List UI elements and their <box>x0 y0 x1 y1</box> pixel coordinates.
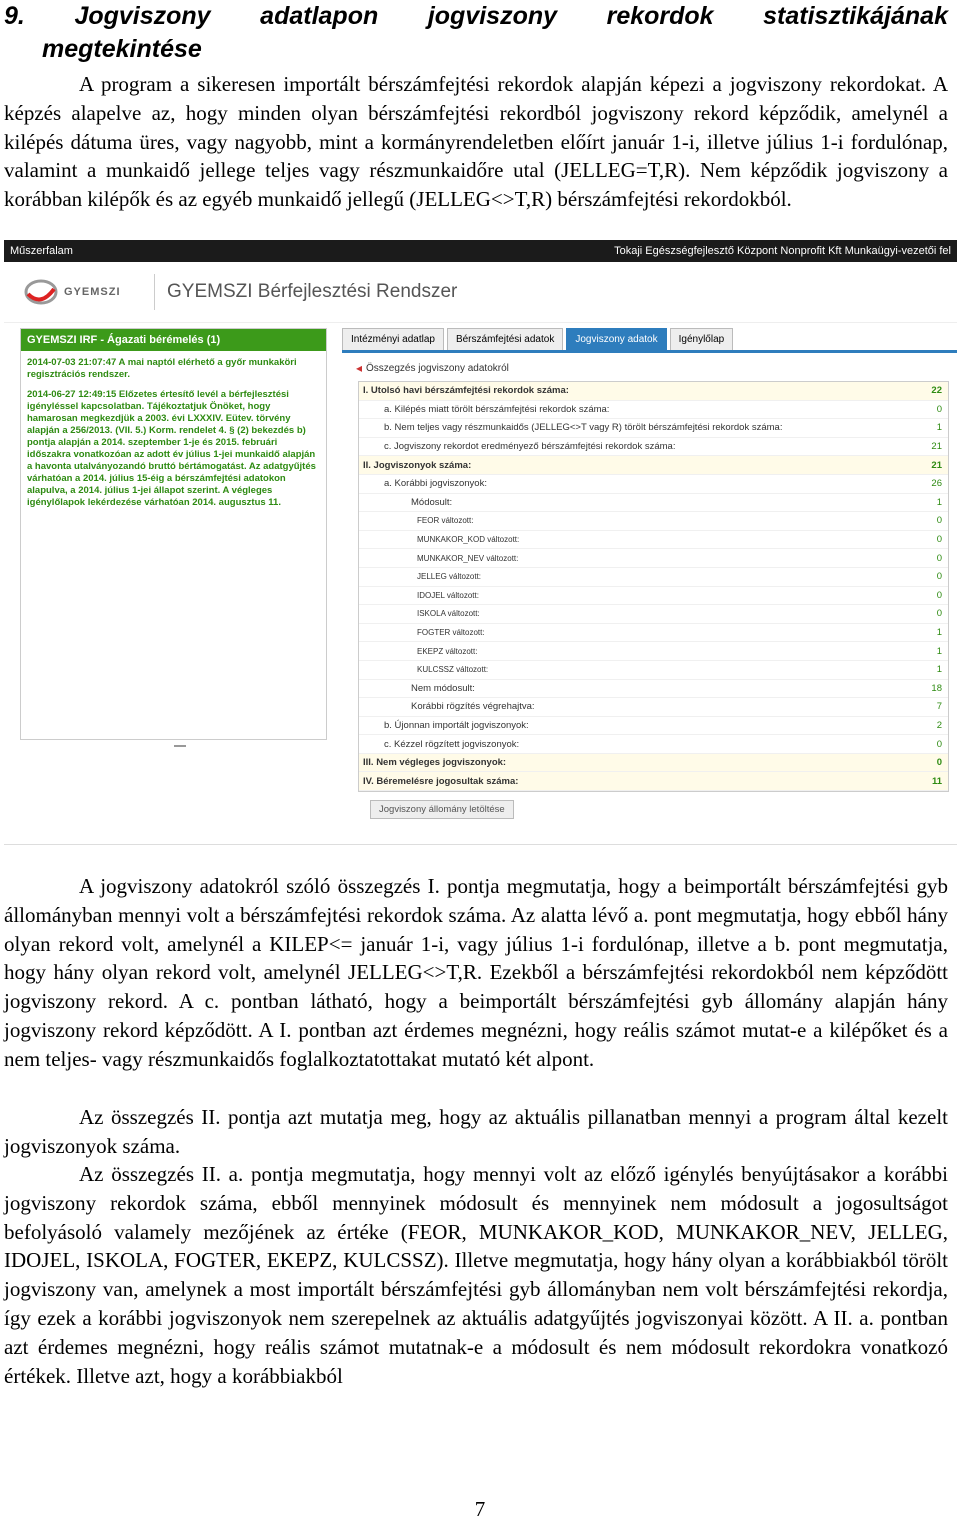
summary-row <box>359 754 948 773</box>
row-value: 11 <box>931 775 942 787</box>
summary-row <box>359 642 948 661</box>
row-label: Módosult: <box>411 496 453 508</box>
logo-text: GYEMSZI <box>64 286 121 298</box>
row-value: 0 <box>936 757 942 769</box>
row-label: FOGTER változott: <box>417 628 485 638</box>
summary-row <box>359 419 948 438</box>
summary-row <box>359 438 948 457</box>
news-item: 2014-07-03 21:07:47 A mai naptól elérhető a győr munkaköri regisztrációs rendszer. <box>27 357 297 380</box>
sidebar-resize-handle[interactable] <box>174 745 186 747</box>
row-value: 0 <box>936 552 942 564</box>
row-label: MUNKAKOR_KOD változott: <box>417 535 520 545</box>
app-topbar <box>4 240 957 262</box>
summary-back-link[interactable] <box>342 359 957 377</box>
heading-word: rekordok <box>606 2 714 30</box>
row-label: JELLEG változott: <box>417 572 482 582</box>
tab-employment[interactable]: Jogviszony adatok <box>566 328 666 350</box>
intro-paragraph: A program a sikeresen importált bérszámfejtési rekordok alapján képezi a jogviszony rekordokat. A képzés alapelve az, hogy minden olyan bérszámfejtési rekordból jogviszony rekord képződik, amelynél a kilépés dátuma üres, vagy nagyobb, mint a kormányrendeletben előírt január 1-i, illetve július 1-i fordulónap, valamint a munkaidő jellege teljes vagy részmunkaidőre utal (JELLEG=T,R). Nem képződik jogviszony a korábban kilépők és az egyéb munkaidő jellegű (JELLEG<>T,R) bérszámfejtési rekordokból. <box>4 72 948 212</box>
row-value: 1 <box>936 664 942 676</box>
row-value: 0 <box>936 515 942 527</box>
row-value: 0 <box>936 608 942 620</box>
tab-bar <box>342 328 957 350</box>
row-value: 1 <box>936 627 942 639</box>
section-heading <box>4 0 948 66</box>
summary-row <box>359 698 948 717</box>
heading-line-2: megtekintése <box>42 35 202 63</box>
row-label: FEOR változott: <box>417 516 474 526</box>
row-label: KULCSSZ változott: <box>417 665 489 675</box>
summary-row <box>359 735 948 754</box>
summary-row <box>359 494 948 513</box>
row-value: 7 <box>936 701 942 713</box>
summary-row <box>359 661 948 680</box>
tab-claim-form[interactable]: Igénylőlap <box>670 328 734 350</box>
tab-payroll[interactable]: Bérszámfejtési adatok <box>447 328 563 350</box>
summary-row <box>359 717 948 736</box>
row-label: Nem módosult: <box>411 682 475 694</box>
summary-row <box>359 401 948 420</box>
summary-row <box>359 475 948 494</box>
row-value: 18 <box>931 682 942 694</box>
row-label: III. Nem végleges jogviszonyok: <box>363 757 507 769</box>
heading-word: jogviszony <box>427 2 558 30</box>
back-arrow-icon: ◂ <box>356 361 363 375</box>
heading-word: adatlapon <box>260 2 379 30</box>
sidebar-title: GYEMSZI IRF - Ágazati bérémelés (1) <box>21 329 326 351</box>
row-value: 22 <box>931 385 942 397</box>
heading-number: 9. <box>4 2 25 30</box>
row-value: 21 <box>931 459 942 471</box>
page-number: 7 <box>474 1497 486 1521</box>
summary-row <box>359 624 948 643</box>
row-value: 21 <box>931 441 942 453</box>
summary-row <box>359 512 948 531</box>
row-label: a. Korábbi jogviszonyok: <box>384 478 487 490</box>
brand-divider <box>154 274 155 310</box>
row-label: a. Kilépés miatt törölt bérszámfejtési rekordok száma: <box>384 403 610 415</box>
summary-row <box>359 587 948 606</box>
row-label: IV. Béremelésre jogosultak száma: <box>363 775 519 787</box>
news-list <box>21 351 326 523</box>
summary-row <box>359 549 948 568</box>
row-value: 2 <box>936 719 942 731</box>
row-label: II. Jogviszonyok száma: <box>363 459 472 471</box>
row-value: 1 <box>936 422 942 434</box>
row-label: b. Újonnan importált jogviszonyok: <box>384 719 529 731</box>
row-value: 26 <box>931 478 942 490</box>
summary-title: Összegzés jogviszony adatokról <box>366 362 509 374</box>
heading-word: Jogviszony <box>74 2 211 30</box>
summary-row <box>359 531 948 550</box>
row-label: I. Utolsó havi bérszámfejtési rekordok száma: <box>363 385 569 397</box>
summary-row <box>359 456 948 475</box>
main-panel <box>342 328 957 838</box>
news-sidebar <box>20 328 327 740</box>
row-label: c. Jogviszony rekordot eredményező bérszámfejtési rekordok száma: <box>384 441 676 453</box>
summary-paragraph-1: A jogviszony adatokról szóló összegzés I. pontja megmutatja, hogy a beimportált bérszámfejtési gyb állományban mennyi volt a bérszámfejtési rekordok száma. Az alatta lévő a. pont megmutatja, hogy ebből hány olyan rekord volt, amelynél a KILEP<= január 1-i, vagy július 1-i fordulónap, illetve a b. pont megmutatja, hogy hány olyan rekord volt, amelynél JELLEG<>T,R. Ezekből a bérszámfejtési rekordokból nem képződött jogviszony rekord. A c. pontban látható, hogy a beimportált bérszámfejtési gyb állomány alapján hány jogviszony rekord képződött. A I. pontban azt érdemes megnézni, hogy reális számot mutat-e a kilépőket és a nem teljes- vagy részmunkaidős foglalkoztatottakat mutató két alpont. <box>4 874 948 1071</box>
embedded-screenshot <box>4 240 957 845</box>
row-value: 0 <box>936 403 942 415</box>
summary-row <box>359 680 948 699</box>
row-label: MUNKAKOR_NEV változott: <box>417 553 519 563</box>
institution-label: Tokaji Egészségfejlesztő Központ Nonprofit Kft Munkaügyi-vezetői fel <box>614 245 951 257</box>
summary-row <box>359 772 948 791</box>
download-button[interactable]: Jogviszony állomány letöltése <box>370 800 514 819</box>
summary-row <box>359 382 948 401</box>
heading-word: statisztikájának <box>763 2 948 30</box>
gyemszi-logo <box>24 277 144 307</box>
brand-bar <box>4 262 957 323</box>
row-value: 0 <box>936 534 942 546</box>
row-label: EKEPZ változott: <box>417 646 478 656</box>
logo-swirl-icon <box>24 277 58 307</box>
summary-panel <box>342 350 957 819</box>
summary-row <box>359 568 948 587</box>
news-item: 2014-06-27 12:49:15 Előzetes értesítő levél a bérfejlesztési igényléssel kapcsolatban. Tájékoztatjuk Önöket, hogy hamarosan megkezdjük a 2003. évi LXXXIV. Eütev. törvény alapján a 256/2013. (VII. 5.) Korm. rendelet 4. § (2) bekezdés b) pontja alapján a 2014. szeptember 1-je és 2015. februári időszakra vonatkozóan az adott év július 1-jei munkaidő alapján a havonta utalványozandó bruttó bértámogatást. Az adatgyűjtés várhatóan a 2014. július 15-éig a bérszámfejtési adatokon alapulva, a 2014. július 1-jei állapot szerint. A végleges igénylőlapok lekérdezése várhatóan 2014. augusztus 11. <box>27 389 316 508</box>
summary-table <box>358 381 949 792</box>
row-label: Korábbi rögzítés végrehajtva: <box>411 701 535 713</box>
row-label: IDOJEL változott: <box>417 590 479 600</box>
row-label: b. Nem teljes vagy részmunkaidős (JELLEG<>T vagy R) törölt bérszámfejtési rekordok száma: <box>384 422 783 434</box>
row-value: 0 <box>936 589 942 601</box>
tab-institution[interactable]: Intézményi adatlap <box>342 328 444 350</box>
dashboard-link[interactable]: Műszerfalam <box>10 245 73 257</box>
summary-paragraph-3: Az összegzés II. a. pontja megmutatja, hogy mennyi volt az előző igénylés benyújtásakor a korábbi jogviszony rekordok száma, ebből mennyinek módosult és mennyinek nem módosult a jogosultságot befolyásoló valamely mezőjének az értéke (FEOR, MUNKAKOR_KOD, MUNKAKOR_NEV, JELLEG, IDOJEL, ISKOLA, FOGTER, EKEPZ, KULCSSZ). Illetve megmutatja, hogy hány olyan a korábbiakból törölt jogviszony van, amelynek a most importált bérszámfejtési gyb állományban nem volt bérszámfejtési rekordja, így ezek a korábbi jogviszonyok nem szerepelnek az aktuális adatgyűjtés jogviszonyai között. A II. a. pontban azt érdemes megnézni, hogy reális számot mutatnak-e a módosult és nem módosult rekordokra vonatkozó értékek. Illetve azt, hogy a korábbiakból <box>4 1162 948 1388</box>
row-value: 1 <box>936 496 942 508</box>
row-value: 0 <box>936 738 942 750</box>
system-title: GYEMSZI Bérfejlesztési Rendszer <box>167 281 458 302</box>
row-value: 0 <box>936 571 942 583</box>
summary-row <box>359 605 948 624</box>
row-label: ISKOLA változott: <box>417 609 480 619</box>
row-value: 1 <box>936 645 942 657</box>
summary-paragraph-2: Az összegzés II. pontja azt mutatja meg, hogy az aktuális pillanatban mennyi a program által kezelt jogviszonyok száma. <box>4 1105 948 1158</box>
row-label: c. Kézzel rögzített jogviszonyok: <box>384 738 520 750</box>
